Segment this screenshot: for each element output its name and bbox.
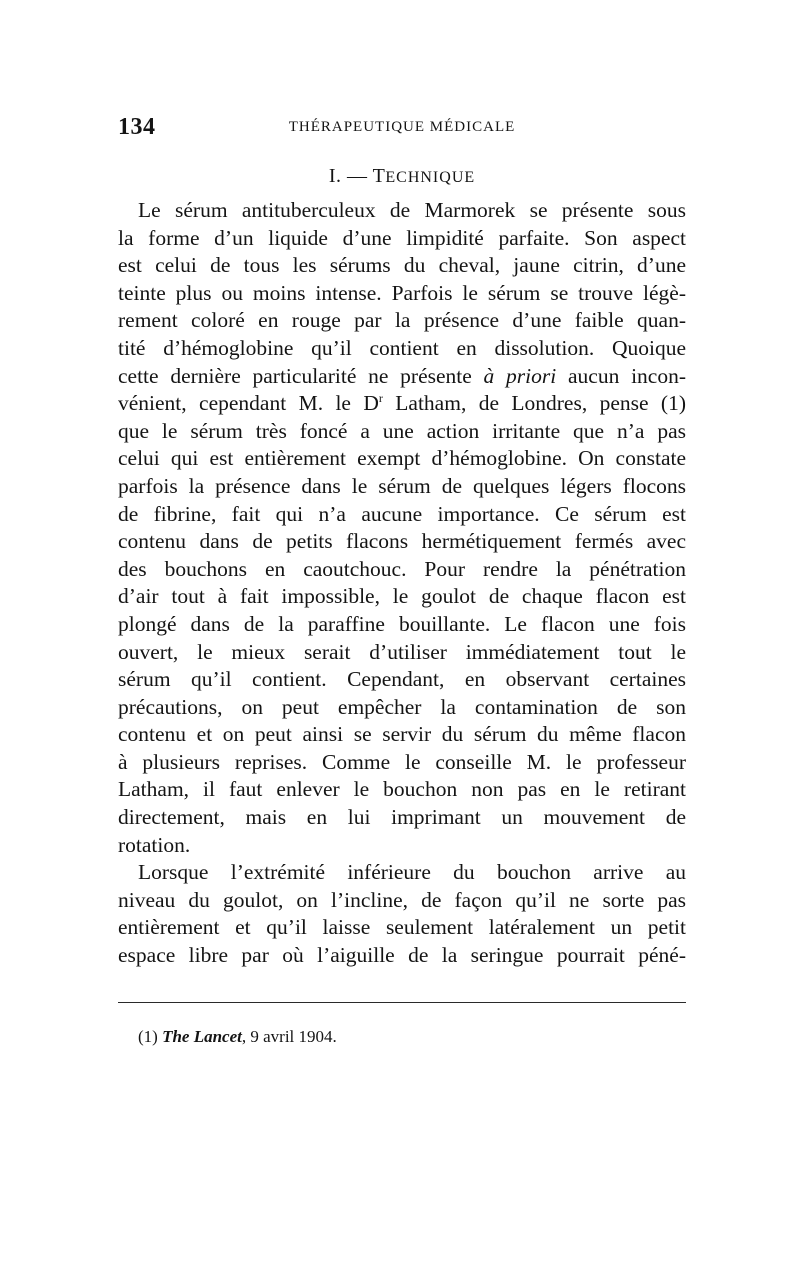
text-line: que le sérum très foncé a une action irritante que n’a pas <box>118 418 686 443</box>
footnote-marker: (1) <box>138 1027 163 1046</box>
text-line: ouvert, le mieux serait d’utiliser immédiatement tout le <box>118 639 686 664</box>
footnote <box>138 1027 337 1047</box>
text-line: plongé dans de la paraffine bouillante. Le flacon une fois <box>118 611 686 636</box>
section-numeral: I. — <box>328 165 373 187</box>
footnote-title: The Lancet <box>162 1027 242 1046</box>
text-line: à plusieurs reprises. Comme le conseille M. le professeur <box>118 749 686 774</box>
text-line <box>118 363 686 391</box>
text-line: contenu et on peut ainsi se servir du sérum du même flacon <box>118 722 686 747</box>
text-line: d’air tout à fait impossible, le goulot de chaque flacon est <box>118 584 686 609</box>
text-line: Latham, il faut enlever le bouchon non pas en le retirant <box>118 777 686 802</box>
text-line: Lorsque l’extrémité inférieure du bouchon arrive au <box>138 860 686 885</box>
running-title: THÉRAPEUTIQUE MÉDICALE <box>288 119 516 135</box>
text-line: directement, mais en lui imprimant un mouvement de <box>118 805 686 830</box>
text-segment: Latham, de Londres, pense (1) <box>382 391 686 416</box>
text-line: rement coloré en rouge par la présence d’une faible quan- <box>118 308 686 333</box>
text-segment: aucun incon- <box>556 363 686 388</box>
text-line <box>118 390 686 418</box>
page-header <box>118 114 686 140</box>
body-text <box>118 197 686 970</box>
text-segment: vénient, cependant M. le D <box>118 391 379 416</box>
text-line: niveau du goulot, on l’incline, de façon qu’il ne sorte pas <box>118 887 686 912</box>
text-line: espace libre par où l’aiguille de la seringue pourrait péné- <box>118 943 686 968</box>
page-number: 134 <box>118 114 156 140</box>
footnote-date: , 9 avril 1904. <box>241 1027 337 1046</box>
text-line: tité d’hémoglobine qu’il contient en dissolution. Quoique <box>118 335 686 360</box>
text-line: teinte plus ou moins intense. Parfois le sérum se trouve légè- <box>118 280 686 305</box>
text-line: précautions, on peut empêcher la contamination de son <box>118 694 686 719</box>
text-line: entièrement et qu’il laisse seulement latéralement un petit <box>118 915 686 940</box>
text-line: contenu dans de petits flacons hermétiquement fermés avec <box>118 529 686 554</box>
superscript: r <box>378 391 383 406</box>
text-line: de fibrine, fait qui n’a aucune importance. Ce sérum est <box>118 501 686 526</box>
text-line: la forme d’un liquide d’une limpidité parfaite. Son aspect <box>118 225 686 250</box>
text-line: est celui de tous les sérums du cheval, jaune citrin, d’une <box>118 253 686 278</box>
text-line: sérum qu’il contient. Cependant, en observant certaines <box>118 667 686 692</box>
section-title-rest: ECHNIQUE <box>385 169 476 186</box>
text-line: des bouchons en caoutchouc. Pour rendre la pénétration <box>118 556 686 581</box>
text-line: parfois la présence dans le sérum de quelques légers flocons <box>118 473 686 498</box>
text-segment: cette dernière particularité ne présente <box>118 363 484 388</box>
text-line: rotation. <box>118 832 191 857</box>
section-heading <box>118 165 686 188</box>
italic-phrase: à priori <box>483 363 557 388</box>
text-line: celui qui est entièrement exempt d’hémoglobine. On constate <box>118 446 686 471</box>
section-title-initial: T <box>372 165 386 187</box>
footnote-rule <box>118 1002 686 1003</box>
text-line: Le sérum antituberculeux de Marmorek se présente sous <box>138 198 686 222</box>
